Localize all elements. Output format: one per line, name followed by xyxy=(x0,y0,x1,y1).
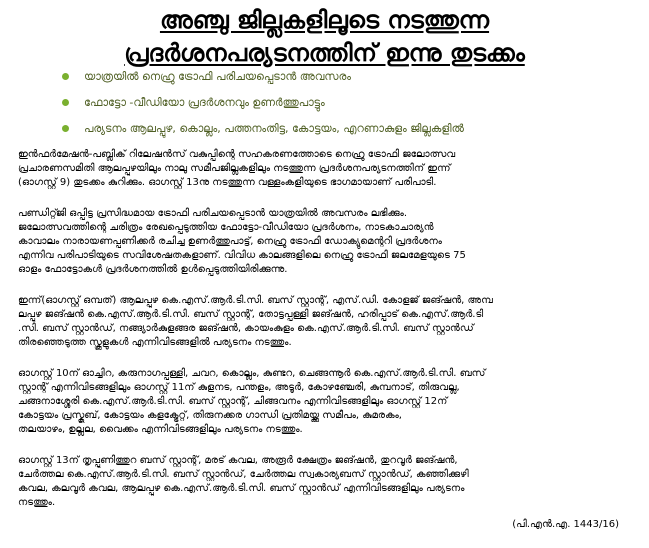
text-line: എന്നിവ പരിപാടിയുടെ സവിശേഷതകളാണ്. വിവിധ കാലങ്ങളിലെ നെഹ്രു ട്രോഫി ജലമേളയുടെ 75 xyxy=(18,250,466,261)
bullet-dot-icon xyxy=(62,125,69,132)
bullet-dot-icon xyxy=(62,73,69,80)
paragraph-5 xyxy=(18,454,624,510)
highlights-list xyxy=(62,70,464,148)
text-line: ചേർത്തല കെ.എസ്.ആർ.ടി.സി. ബസ് സ്റ്റാൻഡ്, ചേർത്തല സ്വകാര്യബസ് സ്റ്റാൻഡ്, കഞ്ഞിക്കുഴി xyxy=(18,469,469,480)
text-line: കാവാലം നാരായണപ്പണിക്കർ രചിച്ച ഉണർത്തുപാട്ട്, നെഹ്രു ട്രോഫി ഡോക്യുമെന്ററി പ്രദർശനം xyxy=(18,236,442,247)
paragraph-4 xyxy=(18,367,624,437)
text-line: ഓഗസ്റ്റ് 13ന് തൃപ്പൂണിത്തുറ ബസ് സ്റ്റാന്റ്, മരട് കവല, അരൂർ ക്ഷേത്രം ജങ്ഷൻ, തുറവൂർ ജങ്ഷൻ, xyxy=(18,455,458,466)
reference-number: (പി.എൻ.എ. 1443/16) xyxy=(512,519,619,530)
text-line: ചങ്ങനാശ്ശേരി കെ.എസ്.ആർ.ടി.സി. ബസ് സ്റ്റാന്റ്, ചിങ്ങവനം എന്നിവിടങ്ങളിലും ഓഗസ്റ്റ് 12ന് xyxy=(18,396,448,407)
text-line: നടത്തും. xyxy=(18,497,56,508)
highlight-item xyxy=(62,122,464,148)
highlight-text: യാത്രയിൽ നെഹ്രു ട്രോഫി പരിചയപ്പെടാൻ അവസരം xyxy=(84,70,351,83)
text-line: ഓഗസ്റ്റ് 10ന് ഓച്ചിറ, കരുനാഗപ്പള്ളി, ചവറ, കൊല്ലം, കുണ്ടറ, ചെങ്ങന്നൂർ കെ.എസ്.ആർ.ടി.സി. ബസ് xyxy=(18,368,486,379)
bullet-dot-icon xyxy=(62,99,69,106)
text-line: സ്റ്റാന്റ് എന്നിവിടങ്ങളിലും ഓഗസ്റ്റ് 11ന് കുളനട, പന്തളം, അടൂർ, കോഴഞ്ചേരി, കുമ്പനാട്, തിരുവല്ല, xyxy=(18,382,460,393)
text-line: ഇൻഫർമേഷൻ-പബ്ലിക് റിലേഷൻസ് വകുപ്പിന്റെ സഹകരണത്തോടെ നെഹ്രു ട്രോഫി ജലോത്സവ xyxy=(18,149,456,160)
highlight-item xyxy=(62,96,464,122)
paragraph-3 xyxy=(18,294,624,350)
highlight-text: ഫോട്ടോ -വീഡിയോ പ്രദർശനവും ഉണർത്തുപാട്ടും xyxy=(84,96,325,109)
text-line: കോട്ടയം പ്രസ്ക്ലബ്, കോട്ടയം കളക്ട്രേറ്റ്, തിരുനക്കര ഗാന്ധി പ്രതിമയ്ക്കു സമീപം, കുമരകം, xyxy=(18,410,402,421)
text-line: .സി. ബസ് സ്റ്റാൻഡ്, നങ്ങ്യാർകുളങ്ങര ജങ്ഷൻ, കായംകുളം കെ.എസ്.ആർ.ടി.സി. ബസ് സ്റ്റാൻഡ് xyxy=(18,323,474,334)
paragraph-1 xyxy=(18,148,624,190)
text-line: ഇന്ന്(ഓഗസ്റ്റ് ഒമ്പത്) ആലപ്പുഴ കെ.എസ്.ആർ.ടി.സി. ബസ് സ്റ്റാന്റ്, എസ്.ഡി. കോളജ് ജങ്ഷൻ, അമ്പ xyxy=(18,295,493,306)
text-line: ജലോത്സവത്തിന്റെ ചരിത്രം രേഖപ്പെടുത്തിയ ഫോട്ടോ-വീഡിയോ പ്രദർശനം, നാടകാചാര്യൻ xyxy=(18,222,434,233)
text-line: (ഓഗസ്റ്റ് 9) തുടക്കം കുറിക്കും. ഓഗസ്റ്റ് 13നു നടത്തുന്ന വള്ളംകളിയുടെ ഭാഗമായാണ് പരിപാടി. xyxy=(18,177,437,188)
text-line: ഓളം ഫോട്ടോകൾ പ്രദർശനത്തിൽ ഉൾപ്പെടുത്തിയിരിക്കുന്നു. xyxy=(18,264,288,275)
text-line: പ്രചാരണസമിതി ആലപ്പുഴയിലും നാലു സമീപജില്ലകളിലും നടത്തുന്ന പ്രദർശനപര്യടനത്തിന് ഇന്ന് xyxy=(18,163,451,174)
highlight-item xyxy=(62,70,464,96)
highlight-text: പര്യടനം ആലപ്പുഴ, കൊല്ലം, പത്തനംതിട്ട, കോട്ടയം, എറണാകുളം ജില്ലകളിൽ xyxy=(84,122,464,135)
paragraph-2 xyxy=(18,207,624,277)
text-line: ലപ്പുഴ ജങ്ഷൻ കെ.എസ്.ആർ.ടി.സി. ബസ് സ്റ്റാന്റ്, തോട്ടപ്പള്ളി ജങ്ഷൻ, ഹരിപ്പാട് കെ.എസ്.ആർ.ടി xyxy=(18,309,484,320)
text-line: തിരഞ്ഞെടുത്ത സ്കൂളുകൾ എന്നിവിടങ്ങളിൽ പര്യടനം നടത്തും. xyxy=(18,337,292,348)
text-line: കവല, കലവൂർ കവല, ആലപ്പുഴ കെ.എസ്.ആർ.ടി.സി. ബസ് സ്റ്റാൻഡ് എന്നിവിടങ്ങളിലും പര്യടനം xyxy=(18,483,465,494)
text-line: തലയാഴം, ഉല്ലല, വൈക്കം എന്നിവിടങ്ങളിലും പര്യടനം നടത്തും. xyxy=(18,424,303,435)
headline-line-1: അഞ്ചു ജില്ലകളിലൂടെ നടത്തുന്ന xyxy=(159,6,490,34)
headline-line-2: പ്രദർശനപര്യടനത്തിന് ഇന്നു തുടക്കം xyxy=(124,39,525,67)
headline xyxy=(0,4,649,70)
article-body xyxy=(18,148,624,527)
text-line: പണ്ഡിറ്റ്ജി ഒപ്പിട്ട പ്രസിദ്ധമായ ട്രോഫി പരിചയപ്പെടാൻ യാത്രയിൽ അവസരം ലഭിക്കും. xyxy=(18,208,407,219)
